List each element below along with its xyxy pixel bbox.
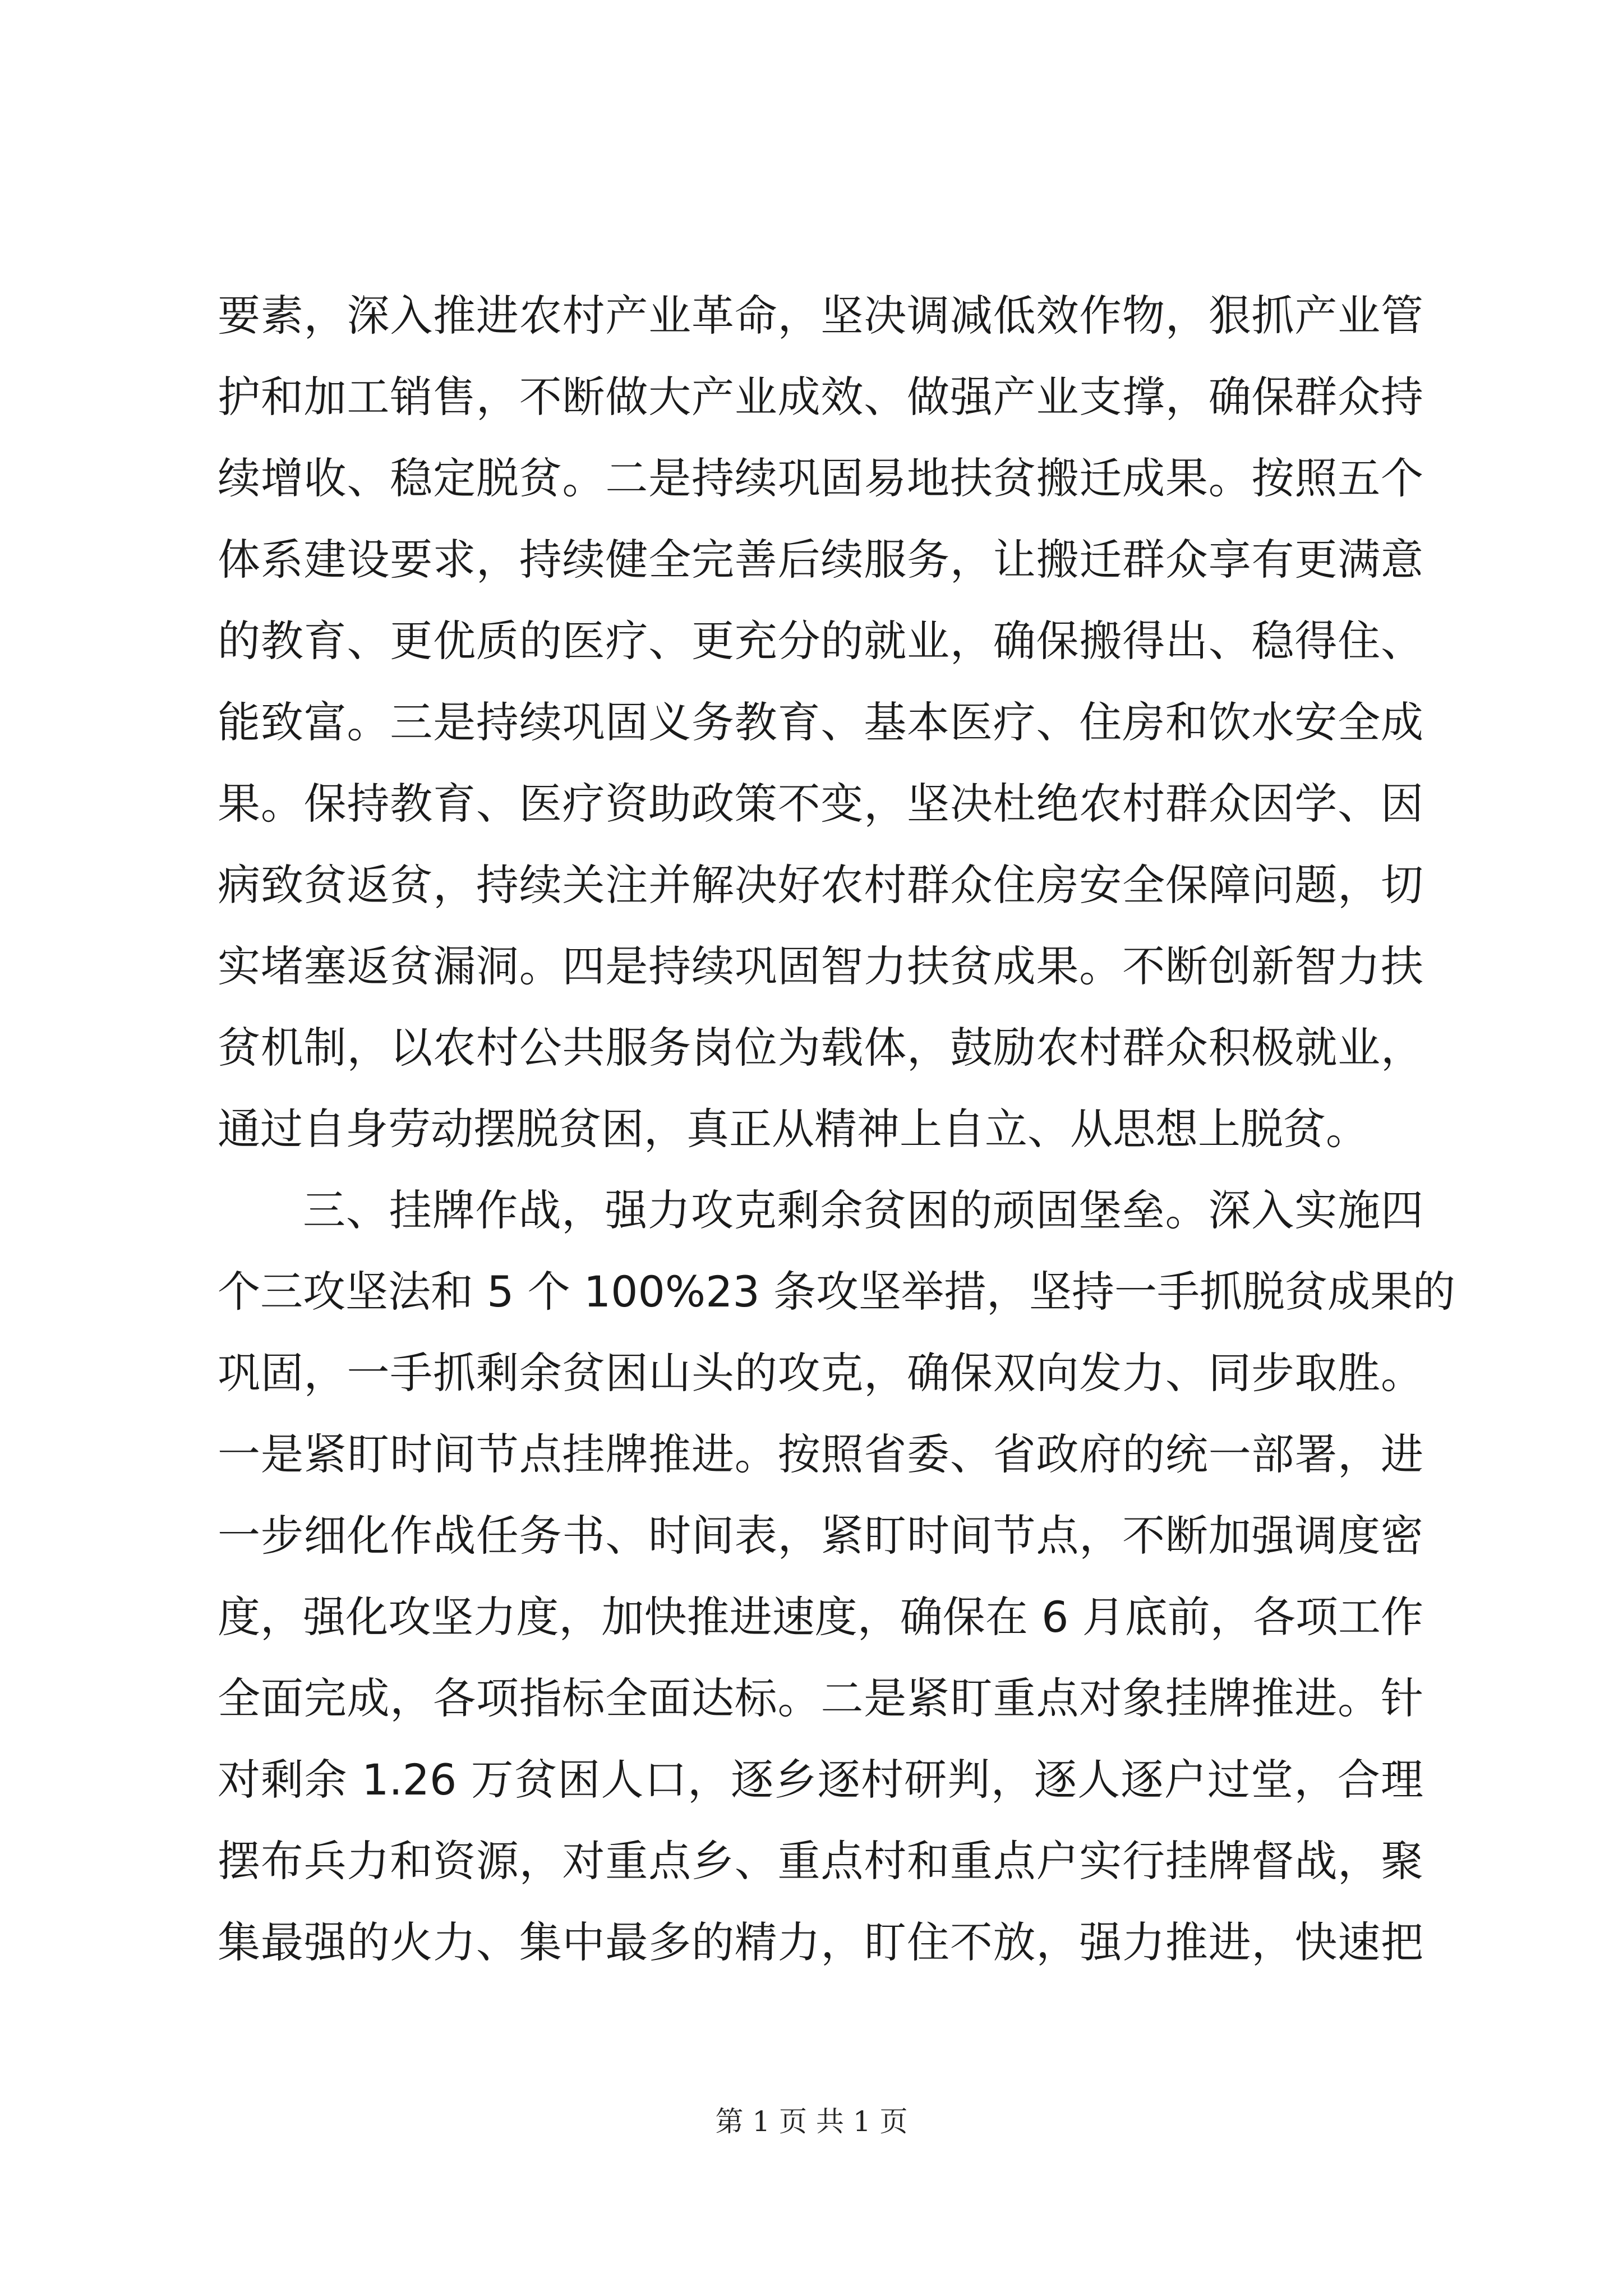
- text-line: 度，强化攻坚力度，加快推进速度，确保在 6 月底前，各项工作: [218, 1592, 1423, 1642]
- text-line: 病致贫返贫，持续关注并解决好农村群众住房安全保障问题，切: [218, 860, 1423, 910]
- page-footer: 第 1 页 共 1 页: [715, 2105, 908, 2138]
- text-line: 一是紧盯时间节点挂牌推进。按照省委、省政府的统一部署，进: [218, 1429, 1423, 1479]
- text-line: 护和加工销售，不断做大产业成效、做强产业支撑，确保群众持: [218, 372, 1423, 422]
- text-line: 集最强的火力、集中最多的精力，盯住不放，强力推进，快速把: [218, 1917, 1423, 1967]
- text-line: 一步细化作战任务书、时间表，紧盯时间节点，不断加强调度密: [218, 1511, 1423, 1561]
- text-line: 要素，深入推进农村产业革命，坚决调减低效作物，狠抓产业管: [218, 291, 1423, 341]
- text-line: 对剩余 1.26 万贫困人口，逐乡逐村研判，逐人逐户过堂，合理: [218, 1755, 1423, 1805]
- text-line: 果。保持教育、医疗资助政策不变，坚决杜绝农村群众因学、因: [218, 779, 1423, 829]
- text-line: 个三攻坚法和 5 个 100%23 条攻坚举措，坚持一手抓脱贫成果的: [218, 1267, 1455, 1317]
- text-line: 实堵塞返贫漏洞。四是持续巩固智力扶贫成果。不断创新智力扶: [218, 941, 1423, 991]
- text-line: 续增收、稳定脱贫。二是持续巩固易地扶贫搬迁成果。按照五个: [218, 453, 1423, 503]
- text-line: 体系建设要求，持续健全完善后续服务，让搬迁群众享有更满意: [218, 535, 1423, 585]
- text-line: 摆布兵力和资源，对重点乡、重点村和重点户实行挂牌督战，聚: [218, 1836, 1423, 1886]
- paragraph-end-line: 通过自身劳动摆脱贫困，真正从精神上自立、从思想上脱贫。: [218, 1104, 1368, 1154]
- text-line: 巩固，一手抓剩余贫困山头的攻克，确保双向发力、同步取胜。: [218, 1348, 1423, 1398]
- section-heading-line: 三、挂牌作战，强力攻克剩余贫困的顽固堡垒。深入实施四: [303, 1185, 1423, 1235]
- text-line: 贫机制，以农村公共服务岗位为载体，鼓励农村群众积极就业，: [218, 1023, 1423, 1073]
- text-line: 能致富。三是持续巩固义务教育、基本医疗、住房和饮水安全成: [218, 697, 1423, 747]
- text-line: 全面完成，各项指标全面达标。二是紧盯重点对象挂牌推进。针: [218, 1673, 1423, 1723]
- document-body: [218, 275, 1455, 1983]
- text-line: 的教育、更优质的医疗、更充分的就业，确保搬得出、稳得住、: [218, 616, 1423, 666]
